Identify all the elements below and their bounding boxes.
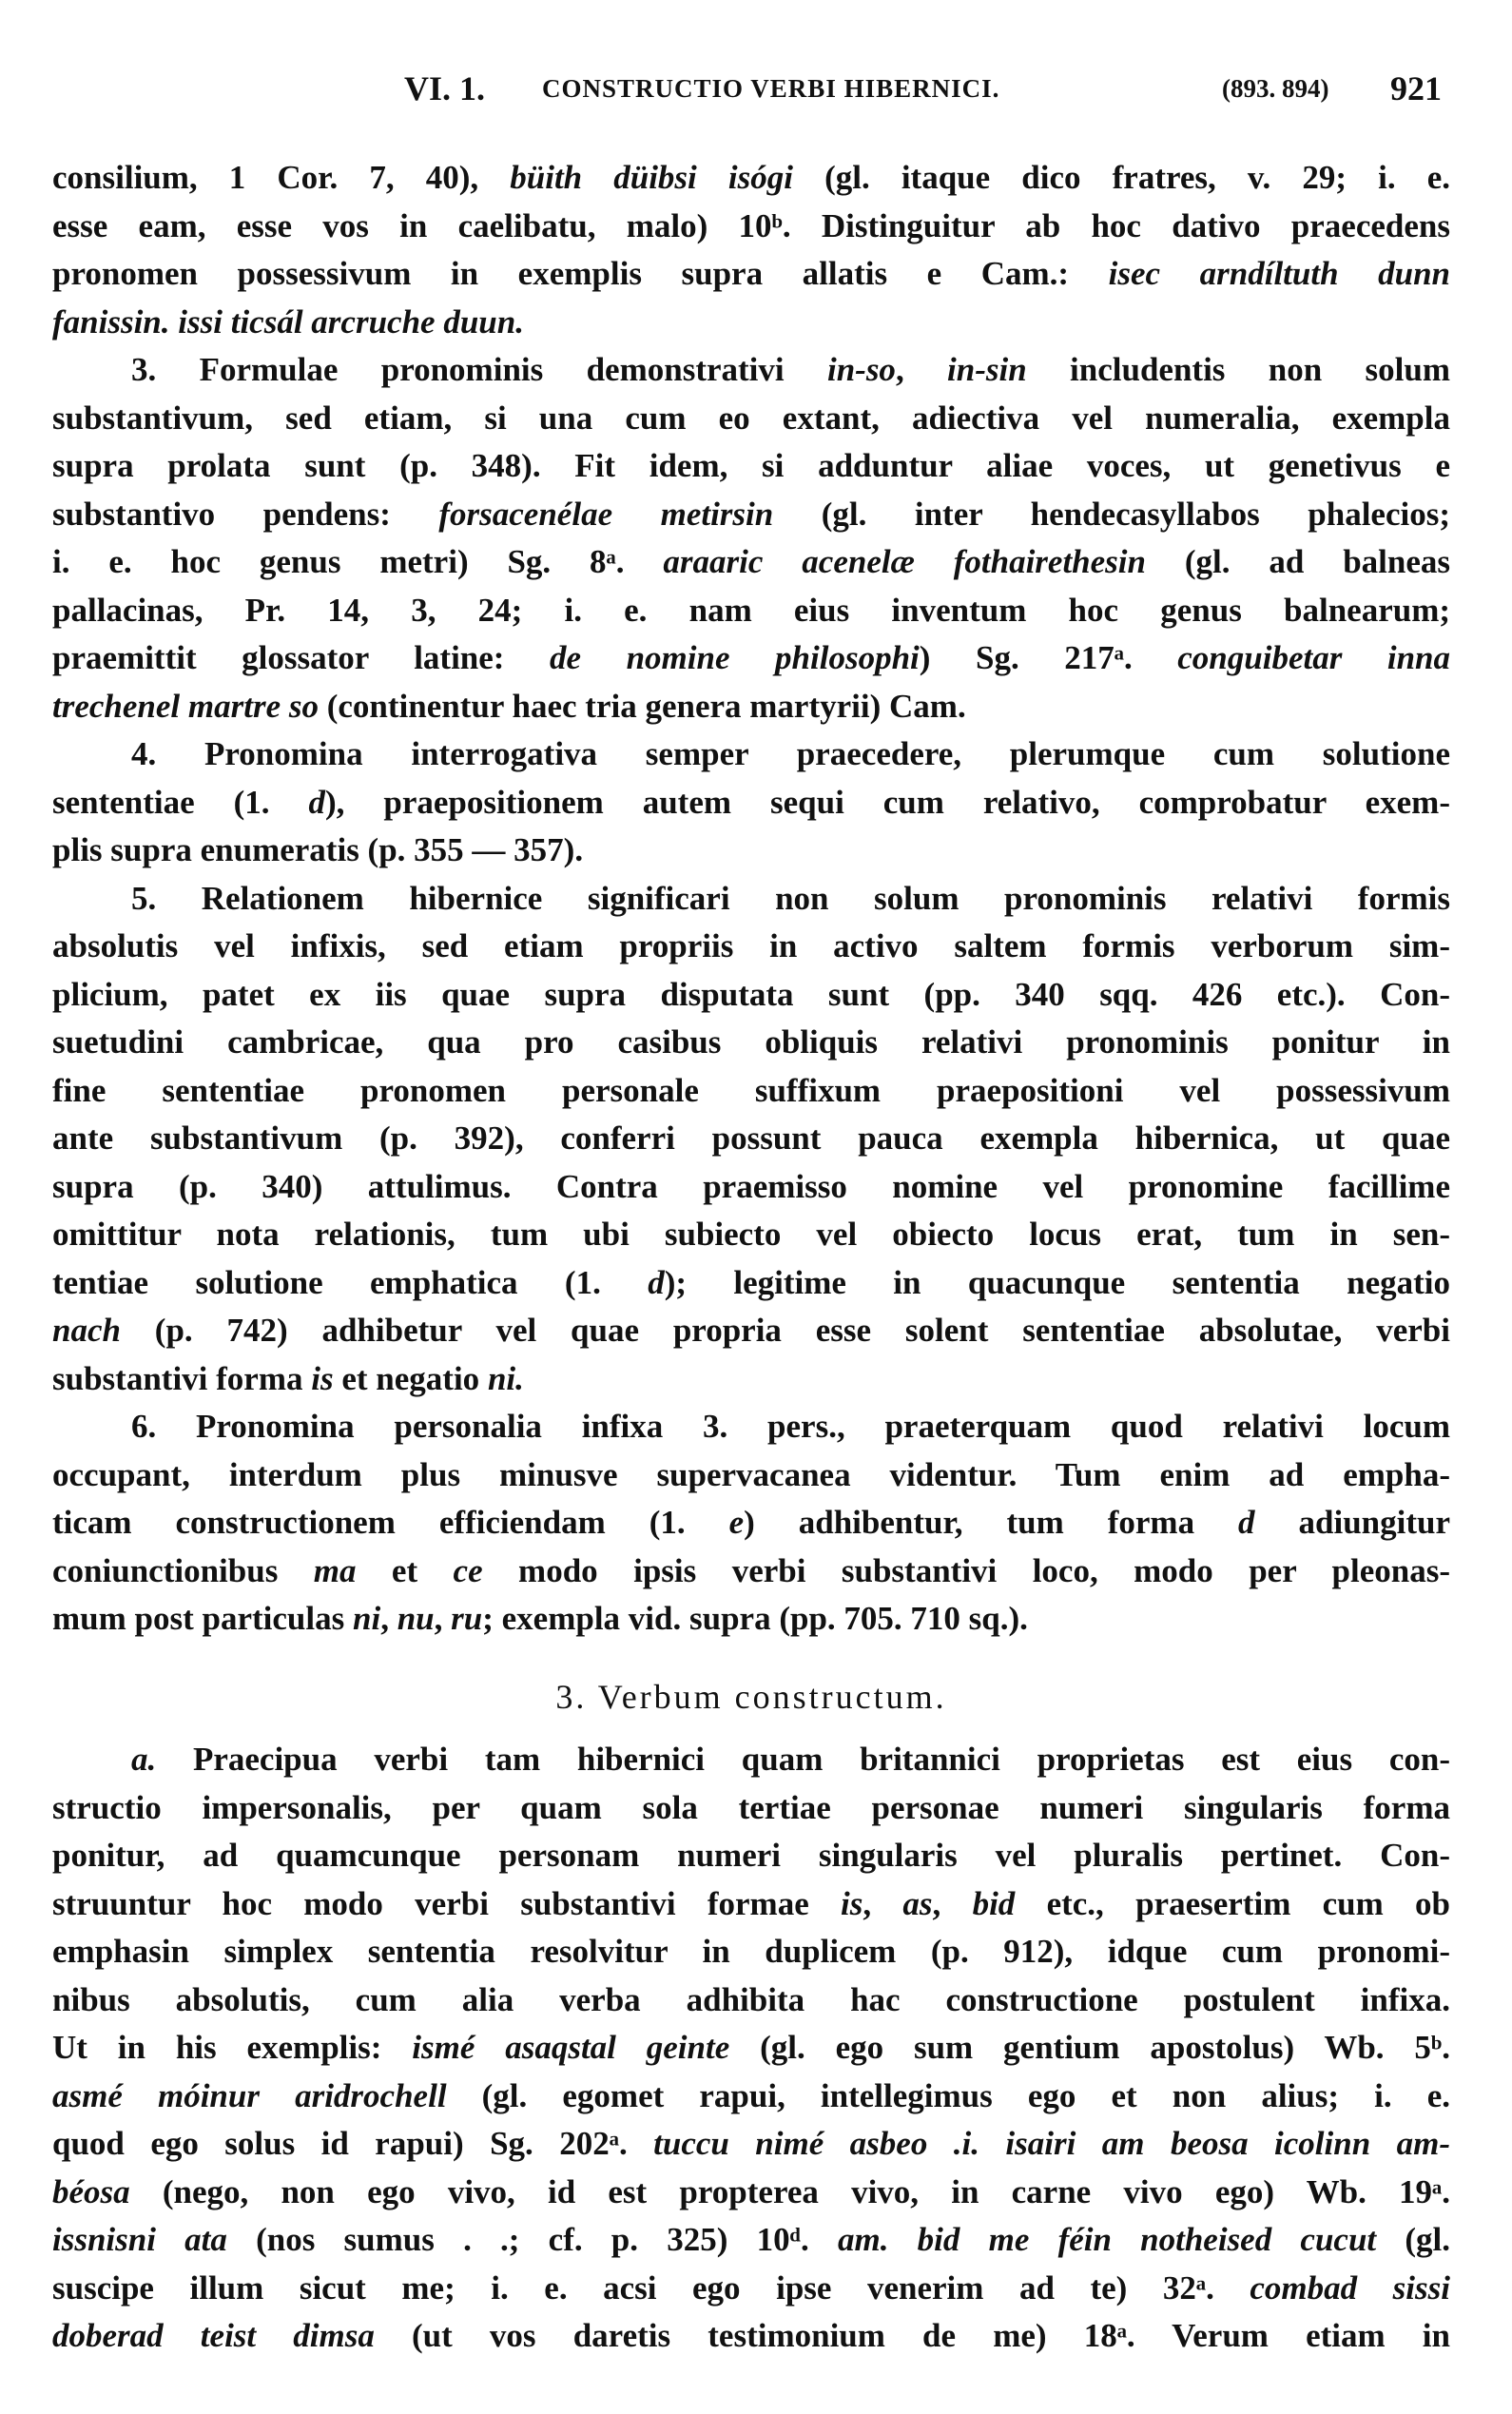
text-segment: coniunctionibus bbox=[52, 1551, 314, 1589]
text-line bbox=[52, 971, 1450, 1020]
irish-gloss: fanissin. issi ticsál arcruche duun. bbox=[52, 302, 524, 341]
paragraph bbox=[52, 875, 1450, 1404]
irish-gloss: araaric acenelæ fothairethesin bbox=[663, 543, 1146, 580]
text-segment: 3. Formulae pronominis demonstrativi bbox=[131, 351, 827, 388]
text-segment: (gl. bbox=[1376, 2221, 1450, 2258]
text-segment: , bbox=[434, 1600, 452, 1637]
text-segment: ), praepositionem autem sequi cum relativo, comprobatur exem- bbox=[325, 783, 1450, 821]
text-line bbox=[52, 634, 1450, 683]
text-segment: et negatio bbox=[333, 1359, 488, 1397]
irish-gloss: isec arndíltuth dunn bbox=[1108, 255, 1450, 292]
text-segment: emphasin simplex sententia resolvitur in duplicem (p. 912), idque cum pronomi- bbox=[52, 1933, 1450, 1970]
text-segment: modo ipsis verbi substantivi loco, modo per pleonas- bbox=[482, 1551, 1450, 1589]
text-line bbox=[52, 395, 1450, 443]
text-line bbox=[52, 1259, 1450, 1308]
text-segment: (gl. ad balneas bbox=[1145, 543, 1451, 580]
text-segment: ; exempla vid. supra (pp. 705. 710 sq.). bbox=[482, 1600, 1028, 1637]
section-heading: 3. Verbum constructum. bbox=[555, 1677, 947, 1716]
text-segment: praemittit glossator latine: bbox=[52, 639, 551, 676]
text-line bbox=[52, 1976, 1450, 2025]
text-segment: (gl. egomet rapui, intellegimus ego et non alius; i. e. bbox=[446, 2076, 1450, 2114]
text-line bbox=[52, 203, 1450, 251]
text-segment: (ut vos daretis testimonium de me) 18ᵃ. Verum etiam in bbox=[374, 2317, 1450, 2354]
text-line bbox=[52, 491, 1450, 539]
text-segment: omittitur nota relationis, tum ubi subiecto vel obiecto locus erat, tum in sen- bbox=[52, 1216, 1450, 1253]
text-segment: et bbox=[356, 1551, 454, 1589]
text-segment: , bbox=[863, 1884, 903, 1922]
text-segment: ) Sg. 217ᵃ. bbox=[919, 639, 1178, 676]
text-segment: (continentur haec tria genera martyrii) Cam. bbox=[318, 687, 966, 725]
text-segment: Praecipua verbi tam hibernici quam britannici proprietas est eius con- bbox=[156, 1741, 1450, 1778]
page-number: 921 bbox=[1390, 69, 1442, 107]
irish-gloss: ni. bbox=[487, 1359, 524, 1397]
text-segment: substantivi forma bbox=[52, 1359, 312, 1397]
paragraph bbox=[52, 730, 1450, 875]
text-column bbox=[52, 154, 1450, 2361]
text-segment: supra prolata sunt (p. 348). Fit idem, si adduntur aliae voces, ut genetivus e bbox=[52, 447, 1450, 484]
paragraph bbox=[52, 154, 1450, 346]
text-line bbox=[52, 346, 1450, 395]
text-segment: i. e. hoc genus metri) Sg. 8ᵃ. bbox=[52, 543, 664, 580]
text-line bbox=[52, 154, 1450, 203]
irish-gloss: issnisni ata bbox=[52, 2221, 227, 2258]
text-segment: mum post particulas bbox=[52, 1600, 353, 1637]
text-line bbox=[52, 250, 1450, 299]
text-line bbox=[52, 1832, 1450, 1880]
text-segment: (nos sumus . .; cf. p. 325) 10ᵈ. bbox=[226, 2221, 838, 2258]
text-segment: , bbox=[932, 1884, 973, 1922]
text-line bbox=[52, 1355, 1450, 1404]
text-line bbox=[52, 1880, 1450, 1929]
text-segment: occupant, interdum plus minusve supervacanea videntur. Tum enim ad empha- bbox=[52, 1455, 1450, 1493]
paragraph bbox=[52, 346, 1450, 730]
text-segment: , bbox=[895, 351, 948, 388]
text-segment: fine sententiae pronomen personale suffixum praepositioni vel possessivum bbox=[52, 1071, 1450, 1109]
text-segment: suetudini cambricae, qua pro casibus obliquis relativi pronominis ponitur in bbox=[52, 1023, 1450, 1061]
text-line bbox=[52, 827, 1450, 875]
text-line bbox=[52, 538, 1450, 587]
text-segment: pallacinas, Pr. 14, 3, 24; i. e. nam eius inventum hoc genus balnearum; bbox=[52, 591, 1450, 629]
text-line bbox=[52, 2073, 1450, 2121]
text-line bbox=[52, 2265, 1450, 2313]
text-line bbox=[52, 442, 1450, 491]
text-line bbox=[52, 730, 1450, 779]
text-segment: plicium, patet ex iis quae supra disputata sunt (pp. 340 sqq. 426 etc.). Con- bbox=[52, 975, 1450, 1013]
section-number: VI. 1. bbox=[404, 69, 486, 107]
irish-gloss: combad sissi bbox=[1250, 2268, 1450, 2307]
irish-gloss: de nomine philosophi bbox=[550, 639, 920, 676]
text-segment: 5. Relationem hibernice significari non solum pronominis relativi formis bbox=[131, 879, 1450, 917]
text-line bbox=[52, 2312, 1450, 2361]
text-segment: ) adhibentur, tum forma bbox=[744, 1504, 1239, 1541]
irish-gloss: as bbox=[902, 1884, 933, 1922]
irish-gloss: conguibetar inna bbox=[1177, 639, 1451, 676]
text-segment: suscipe illum sicut me; i. e. acsi ego ipse venerim ad te) 32ᵃ. bbox=[52, 2268, 1250, 2307]
text-segment: quod ego solus id rapui) Sg. 202ᵃ. bbox=[52, 2125, 654, 2162]
irish-gloss: e bbox=[728, 1504, 745, 1541]
text-segment: esse eam, esse vos in caelibatu, malo) 10ᵇ. Distinguitur ab hoc dativo praecedens bbox=[52, 206, 1450, 244]
text-segment: supra (p. 340) attulimus. Contra praemisso nomine vel pronomine facillime bbox=[52, 1167, 1450, 1205]
irish-gloss: doberad teist dimsa bbox=[52, 2317, 375, 2354]
text-line bbox=[52, 1067, 1450, 1116]
text-segment: 6. Pronomina personalia infixa 3. pers., praeterquam quod relativi locum bbox=[131, 1408, 1450, 1445]
paragraph-refs: (893. 894) bbox=[1222, 74, 1329, 103]
irish-gloss: in-sin bbox=[947, 351, 1027, 388]
text-line bbox=[52, 683, 1450, 731]
text-segment: sententiae (1. bbox=[52, 783, 309, 821]
irish-gloss: is bbox=[841, 1884, 863, 1922]
irish-gloss: nach bbox=[52, 1312, 121, 1349]
text-segment: struuntur hoc modo verbi substantivi formae bbox=[52, 1884, 842, 1922]
text-segment: ante substantivum (p. 392), conferri possunt pauca exempla hibernica, ut quae bbox=[52, 1119, 1450, 1157]
text-line bbox=[52, 875, 1450, 924]
text-segment: consilium, 1 Cor. 7, 40), bbox=[52, 159, 511, 196]
text-segment: nibus absolutis, cum alia verba adhibita hac constructione postulent infixa. bbox=[52, 1980, 1450, 2018]
text-line bbox=[52, 2216, 1450, 2265]
text-line bbox=[52, 1403, 1450, 1451]
text-line bbox=[52, 779, 1450, 827]
text-line bbox=[52, 1499, 1450, 1548]
text-segment: , bbox=[380, 1600, 397, 1637]
text-segment: structio impersonalis, per quam sola tertiae personae numeri singularis forma bbox=[52, 1788, 1450, 1826]
text-segment: Ut in his exemplis: bbox=[52, 2029, 413, 2066]
paragraph bbox=[52, 1736, 1450, 2361]
text-segment: ); legitime in quacunque sententia negatio bbox=[664, 1263, 1450, 1301]
paragraph-a-container bbox=[52, 1736, 1450, 2361]
text-line bbox=[52, 1451, 1450, 1500]
text-line bbox=[52, 1595, 1450, 1644]
text-line bbox=[52, 1307, 1450, 1355]
irish-gloss: d bbox=[308, 783, 326, 821]
irish-gloss: asmé móinur aridrochell bbox=[52, 2076, 447, 2114]
text-line bbox=[52, 923, 1450, 971]
text-line bbox=[52, 1736, 1450, 1784]
text-segment: plis supra enumeratis (p. 355 — 357). bbox=[52, 831, 584, 868]
text-segment: adiungitur bbox=[1254, 1504, 1450, 1541]
text-line bbox=[52, 1928, 1450, 1976]
text-line bbox=[52, 1115, 1450, 1163]
text-line bbox=[52, 1163, 1450, 1212]
irish-gloss: ismé asaqstal geinte bbox=[412, 2029, 730, 2066]
irish-gloss: am. bid me féin notheised cucut bbox=[837, 2221, 1377, 2258]
text-segment: includentis non solum bbox=[1026, 351, 1450, 388]
text-line bbox=[52, 1019, 1450, 1067]
irish-gloss: bid bbox=[972, 1884, 1016, 1922]
irish-gloss: d bbox=[1238, 1504, 1255, 1541]
text-segment: tentiae solutione emphatica (1. bbox=[52, 1263, 649, 1301]
text-line bbox=[52, 1784, 1450, 1833]
text-line bbox=[52, 2120, 1450, 2169]
text-segment: (gl. ego sum gentium apostolus) Wb. 5ᵇ. bbox=[729, 2029, 1450, 2066]
irish-gloss: a. bbox=[131, 1741, 157, 1778]
irish-gloss: ma bbox=[313, 1551, 357, 1589]
irish-gloss: forsacenélae metirsin bbox=[438, 495, 774, 533]
irish-gloss: is bbox=[311, 1359, 334, 1397]
irish-gloss: tuccu nimé asbeo .i. isairi am beosa icolinn am- bbox=[653, 2125, 1450, 2162]
text-segment: (gl. itaque dico fratres, v. 29; i. e. bbox=[792, 159, 1450, 196]
text-segment: ticam constructionem efficiendam (1. bbox=[52, 1504, 729, 1541]
paragraph bbox=[52, 1403, 1450, 1644]
irish-gloss: béosa bbox=[52, 2172, 130, 2210]
text-segment: ponitur, ad quamcunque personam numeri singularis vel pluralis pertinet. Con- bbox=[52, 1837, 1450, 1874]
irish-gloss: d bbox=[648, 1263, 665, 1301]
text-line bbox=[52, 2024, 1450, 2073]
irish-gloss: trechenel martre so bbox=[52, 687, 319, 725]
text-line bbox=[52, 2169, 1450, 2217]
text-segment: 4. Pronomina interrogativa semper praecedere, plerumque cum solutione bbox=[131, 735, 1450, 772]
running-title: CONSTRUCTIO VERBI HIBERNICI. bbox=[542, 74, 1000, 103]
text-segment: (nego, non ego vivo, id est propterea vivo, in carne vivo ego) Wb. 19ᵃ. bbox=[129, 2172, 1450, 2210]
irish-gloss: ce bbox=[453, 1551, 483, 1589]
irish-gloss: nu bbox=[397, 1600, 435, 1637]
text-segment: substantivum, sed etiam, si una cum eo extant, adiectiva vel numeralia, exempla bbox=[52, 399, 1450, 437]
text-line bbox=[52, 1548, 1450, 1596]
text-segment: (p. 742) adhibetur vel quae propria esse solent sententiae absolutae, verbi bbox=[120, 1312, 1450, 1349]
running-header bbox=[0, 65, 1512, 112]
text-segment: substantivo pendens: bbox=[52, 495, 439, 533]
paragraphs-before-heading bbox=[52, 154, 1450, 1644]
irish-gloss: in-so bbox=[826, 351, 896, 388]
text-segment: absolutis vel infixis, sed etiam propriis in activo saltem formis verborum sim- bbox=[52, 927, 1450, 964]
irish-gloss: büith düibsi isógi bbox=[510, 159, 793, 196]
irish-gloss: ni bbox=[353, 1600, 381, 1637]
text-line bbox=[52, 587, 1450, 635]
text-segment: etc., praesertim cum ob bbox=[1015, 1884, 1451, 1922]
text-line bbox=[52, 1211, 1450, 1259]
text-line bbox=[52, 299, 1450, 347]
text-segment: (gl. inter hendecasyllabos phalecios; bbox=[773, 495, 1450, 533]
text-segment: pronomen possessivum in exemplis supra allatis e Cam.: bbox=[52, 255, 1109, 292]
irish-gloss: ru bbox=[451, 1600, 483, 1637]
